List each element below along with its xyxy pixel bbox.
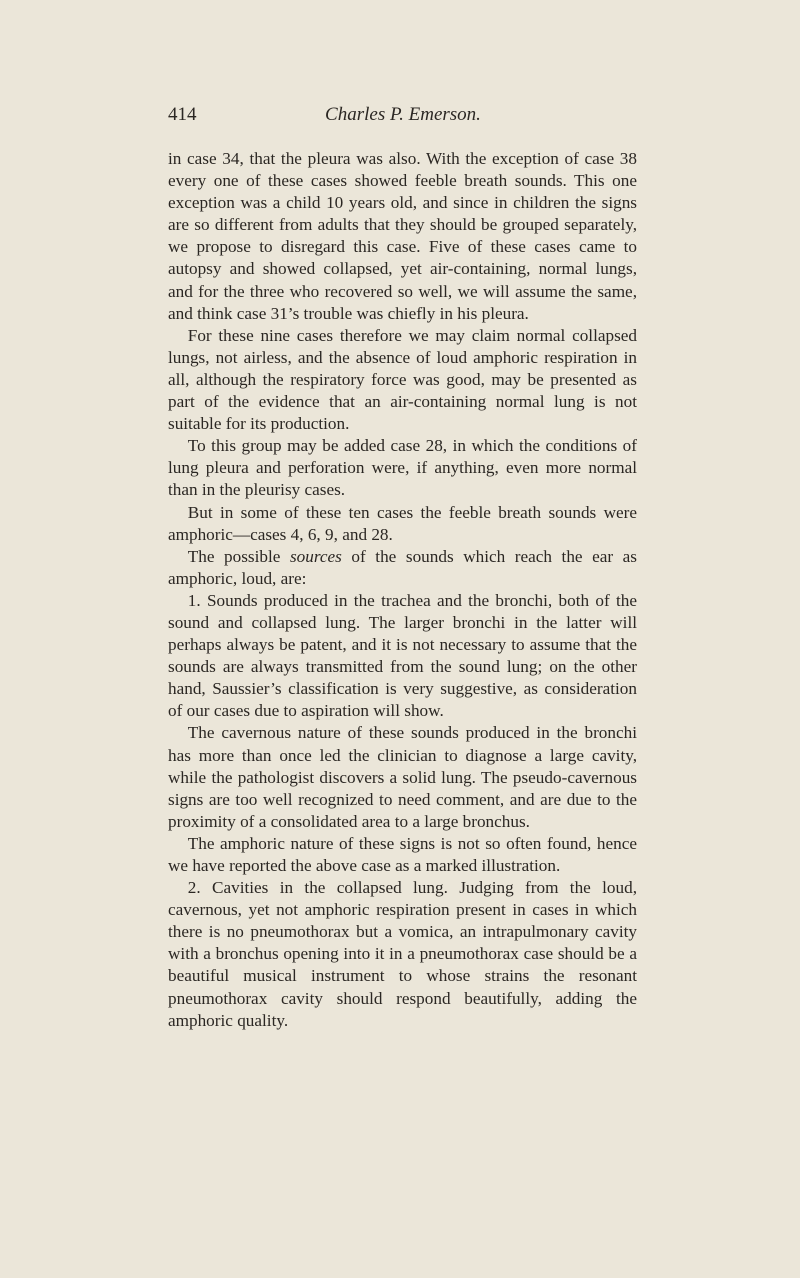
- running-head-author: Charles P. Emerson.: [325, 104, 481, 125]
- paragraph: The amphoric nature of these signs is not so often found, hence we have reported the above case as a marked illustration.: [168, 833, 637, 875]
- page-header: [168, 104, 638, 130]
- paragraph: For these nine cases therefore we may claim normal collapsed lungs, not airless, and the absence of loud amphoric respiration in all, although the respiratory force was good, may be presented as part of the evidence that an air-containing normal lung is not suitable for its production.: [168, 325, 637, 434]
- paragraph: To this group may be added case 28, in which the conditions of lung pleura and perforation were, if anything, even more normal than in the pleurisy cases.: [168, 436, 637, 500]
- paragraph: 1. Sounds produced in the trachea and the bronchi, both of the sound and collapsed lung. The larger bronchi in the latter will perhaps always be patent, and it is not necessary to assume that the sounds are always transmitted from the sound lung; on the other hand, Saussier’s classification is very suggestive, as consideration of our cases due to aspiration will show.: [168, 590, 637, 721]
- paragraph-text: of the sounds which reach the ear as amphoric, loud, are:: [168, 546, 637, 588]
- paragraph: The cavernous nature of these sounds produced in the bronchi has more than once led the clinician to diagnose a large cavity, while the pathologist discovers a solid lung. The pseudo-cavernous signs are too well recognized to need comment, and are due to the proximity of a consolidated area to a large bronchus.: [168, 723, 637, 831]
- paragraph: But in some of these ten cases the feeble breath sounds were amphoric—cases 4, 6, 9, and 28.: [168, 502, 637, 544]
- paragraph: [168, 546, 637, 590]
- emphasized-word: sources: [289, 546, 342, 566]
- paragraph: in case 34, that the pleura was also. With the exception of case 38 every one of these cases showed feeble breath sounds. This one exception was a child 10 years old, and since in children the signs are so different from adults that they should be grouped separately, we propose to disregard this case. Five of these cases came to autopsy and showed collapsed, yet air-containing, normal lungs, and for the three who recovered so well, we will assume the same, and think case 31’s trouble was chiefly in his pleura.: [168, 149, 637, 323]
- body-text: [168, 148, 637, 1032]
- paragraph-text: The possible: [187, 546, 290, 566]
- page-number: 414: [168, 104, 197, 125]
- paragraph: 2. Cavities in the collapsed lung. Judging from the loud, cavernous, yet not amphoric respiration present in cases in which there is no pneumothorax but a vomica, an intrapulmonary cavity with a bronchus opening into it in a pneumothorax case should be a beautiful musical instrument to whose strains the resonant pneumothorax cavity should respond beautifully, adding the amphoric quality.: [168, 878, 637, 1030]
